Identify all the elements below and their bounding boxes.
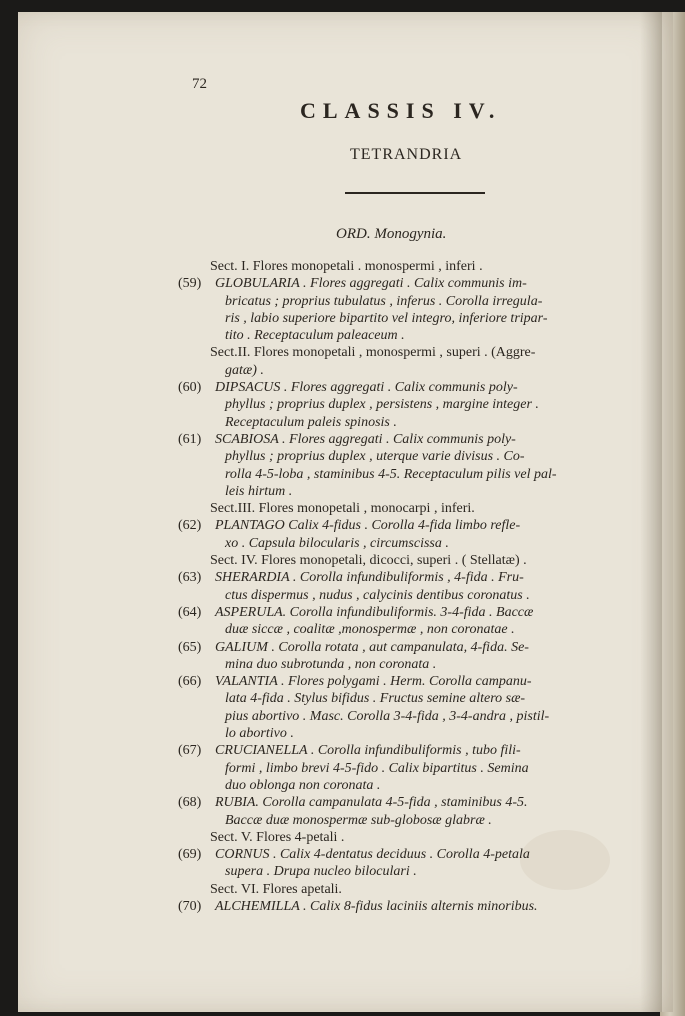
genus-number: (68) <box>178 795 202 811</box>
line-text: ALCHEMILLA . Calix 8-fidus laciniis alternis minoribus. <box>215 898 538 914</box>
text-line <box>178 396 648 413</box>
text-line <box>178 794 648 811</box>
section-heading <box>178 881 648 898</box>
line-text: VALANTIA . Flores polygami . Herm. Corolla campanu- <box>215 674 532 690</box>
line-text: gatæ) . <box>225 362 264 378</box>
text-line <box>178 448 648 465</box>
text-line <box>178 673 648 690</box>
divider-rule <box>345 192 485 194</box>
text-line <box>178 760 648 777</box>
text-line <box>178 414 648 431</box>
text-line <box>178 517 648 534</box>
text-line <box>178 569 648 586</box>
class-title: CLASSIS IV. <box>300 98 502 123</box>
line-text: phyllus ; proprius duplex , persistens , margine integer . <box>225 397 539 413</box>
page-number: 72 <box>192 76 207 92</box>
line-text: Receptaculum paleis spinosis . <box>225 414 397 430</box>
line-text: pius abortivo . Masc. Corolla 3-4-fida , 3-4-andra , pistil- <box>225 708 550 724</box>
genus-number: (69) <box>178 847 202 863</box>
line-text: xo . Capsula bilocularis , circumscissa . <box>225 535 449 551</box>
section-heading <box>178 552 648 569</box>
line-text: CRUCIANELLA . Corolla infundibuliformis , tubo fili- <box>215 743 521 759</box>
line-text: mina duo subrotunda , non coronata . <box>225 656 437 672</box>
line-text: Baccæ duæ monospermæ sub-globosæ glabræ . <box>225 812 492 828</box>
line-text: duo oblonga non coronata . <box>225 777 381 793</box>
line-text: Sect.III. Flores monopetali , monocarpi , inferi. <box>210 501 475 517</box>
line-text: lata 4-fida . Stylus bifidus . Fructus semine altero sæ- <box>225 691 526 707</box>
line-text: formi , limbo brevi 4-5-fido . Calix bipartitus . Semina <box>225 760 529 776</box>
line-text: tito . Receptaculum paleaceum . <box>225 328 405 344</box>
text-line <box>178 483 648 500</box>
line-text: ctus dispermus , nudus , calycinis dentibus coronatus . <box>225 587 530 603</box>
genus-number: (64) <box>178 604 202 620</box>
text-line <box>178 293 648 310</box>
line-text: duæ siccæ , coalitæ ,monospermæ , non coronatae . <box>225 622 515 638</box>
line-text: CORNUS . Calix 4-dentatus deciduus . Corolla 4-petala <box>215 847 530 863</box>
text-line <box>178 812 648 829</box>
genus-number: (65) <box>178 639 202 655</box>
text-line <box>178 621 648 638</box>
line-text: Sect. V. Flores 4-petali . <box>210 829 345 845</box>
line-text: SCABIOSA . Flores aggregati . Calix communis poly- <box>215 431 516 447</box>
line-text: GLOBULARIA . Flores aggregati . Calix communis im- <box>215 276 527 292</box>
text-line <box>178 725 648 742</box>
text-line <box>178 431 648 448</box>
line-text: leis hirtum . <box>225 483 293 499</box>
line-text: rolla 4-5-loba , staminibus 4-5. Receptaculum pilis vel pal- <box>225 466 557 482</box>
line-text: Sect. IV. Flores monopetali, dicocci, superi . ( Stellatæ) . <box>210 553 527 569</box>
text-line <box>178 846 648 863</box>
line-text: Sect. I. Flores monopetali . monospermi , inferi . <box>210 259 483 274</box>
line-text: ris , labio superiore bipartito vel integro, inferiore tripar- <box>225 310 548 326</box>
genus-number: (61) <box>178 431 202 447</box>
text-line <box>178 639 648 656</box>
order-heading: ORD. Monogynia. <box>336 226 447 242</box>
line-text: Sect.II. Flores monopetali , monospermi , superi . (Aggre- <box>210 345 536 361</box>
text-line <box>178 863 648 880</box>
text-line <box>178 535 648 552</box>
text-line <box>178 379 648 396</box>
line-text: PLANTAGO Calix 4-fidus . Corolla 4-fida limbo refle- <box>215 518 521 534</box>
section-heading <box>178 500 648 517</box>
line-text: bricatus ; proprius tubulatus , inferus . Corolla irregula- <box>225 293 543 309</box>
text-line <box>178 362 648 379</box>
line-text: SHERARDIA . Corolla infundibuliformis , 4-fida . Fru- <box>215 570 524 586</box>
text-body <box>178 258 648 915</box>
text-line <box>178 690 648 707</box>
genus-number: (67) <box>178 743 202 759</box>
text-line <box>178 275 648 292</box>
genus-number: (70) <box>178 898 202 914</box>
genus-number: (62) <box>178 518 202 534</box>
line-text: DIPSACUS . Flores aggregati . Calix communis poly- <box>215 380 518 396</box>
text-line <box>178 466 648 483</box>
text-line <box>178 708 648 725</box>
text-line <box>178 742 648 759</box>
text-line <box>178 587 648 604</box>
line-text: Sect. VI. Flores apetali. <box>210 881 342 897</box>
genus-number: (60) <box>178 380 202 396</box>
text-line <box>178 656 648 673</box>
line-text: phyllus ; proprius duplex , uterque varie divisus . Co- <box>225 449 525 465</box>
section-heading <box>178 344 648 361</box>
line-text: RUBIA. Corolla campanulata 4-5-fida , staminibus 4-5. <box>215 795 528 811</box>
genus-number: (66) <box>178 674 202 690</box>
line-text: supera . Drupa nucleo biloculari . <box>225 864 417 880</box>
text-line <box>178 898 648 915</box>
line-text: lo abortivo . <box>225 726 294 742</box>
text-line <box>178 777 648 794</box>
line-text: ASPERULA. Corolla infundibuliformis. 3-4-fida . Baccæ <box>215 604 534 620</box>
text-line <box>178 310 648 327</box>
genus-number: (59) <box>178 276 202 292</box>
section-heading <box>178 829 648 846</box>
section-heading <box>178 258 648 275</box>
text-line <box>178 327 648 344</box>
class-subtitle: TETRANDRIA <box>350 146 463 163</box>
text-line <box>178 604 648 621</box>
genus-number: (63) <box>178 570 202 586</box>
line-text: GALIUM . Corolla rotata , aut campanulata, 4-fida. Se- <box>215 639 529 655</box>
